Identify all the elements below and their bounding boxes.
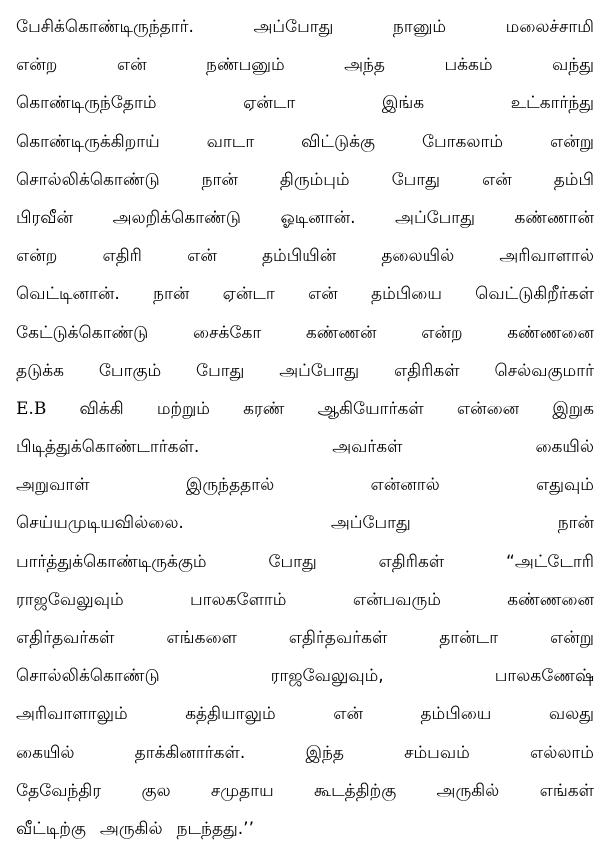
word: என்று xyxy=(549,131,594,152)
word: போகலாம் xyxy=(421,131,504,152)
word: இறுக xyxy=(552,398,594,419)
word: தலையில் xyxy=(381,246,455,267)
word: சைக்கோ xyxy=(193,322,262,343)
word: தம்பியை xyxy=(420,704,492,725)
word: வெட்டுகிறீர்கள் xyxy=(475,284,594,305)
word: இருந்ததால் xyxy=(185,475,275,496)
word: மலைச்சாமி xyxy=(505,17,594,37)
word: ஓடினான். xyxy=(280,207,356,228)
word: திரும்பும் xyxy=(279,169,350,190)
word: தாக்கினார்கள். xyxy=(134,742,246,763)
word: நானும் xyxy=(392,17,447,37)
word: என்பவரும் xyxy=(352,589,441,610)
word: கையில் xyxy=(535,437,594,458)
document-body xyxy=(16,8,594,848)
word: இங்க xyxy=(381,93,425,114)
word: கத்தியாலும் xyxy=(185,704,276,725)
text-line xyxy=(16,237,594,275)
word: சம்பவம் xyxy=(404,742,470,763)
word: E.B xyxy=(16,398,47,419)
word: செல்வகுமார் xyxy=(494,360,594,381)
word: பேசிக்கொண்டிருந்தார். xyxy=(16,17,194,37)
word: என்னை xyxy=(456,398,520,419)
word: என்ற xyxy=(16,246,58,267)
text-line xyxy=(16,734,594,772)
word: குல xyxy=(141,780,171,801)
word: அறுவாள் xyxy=(16,475,90,496)
text-line xyxy=(16,466,594,504)
word: நடந்தது.’’ xyxy=(176,818,254,839)
word: சொல்லிக்கொண்டு xyxy=(16,169,160,190)
word: என்று xyxy=(549,628,594,648)
word: கூடத்திற்கு xyxy=(314,780,397,801)
word: எதிரிகள் xyxy=(393,360,460,381)
word: ஏன்டா xyxy=(222,284,275,305)
word: அருகில் xyxy=(436,780,500,801)
word: என்னால் xyxy=(370,475,440,496)
word: அந்த xyxy=(344,55,385,76)
word: தான்டா xyxy=(439,628,499,648)
word: வெட்டினான். xyxy=(16,284,120,305)
word: கண்ணனை xyxy=(507,322,594,343)
word: பாலகளோம் xyxy=(189,589,287,610)
word: அப்போது xyxy=(253,17,334,37)
word: நான் xyxy=(557,513,594,534)
word: வலது xyxy=(548,704,594,725)
text-line xyxy=(16,161,594,199)
text-line xyxy=(16,390,594,428)
word: பக்கம் xyxy=(444,55,493,76)
word: நான் xyxy=(153,284,190,305)
word: வந்து xyxy=(552,55,594,76)
word: தம்பி xyxy=(553,169,594,190)
text-line xyxy=(16,46,594,84)
word: அரிவாளாலும் xyxy=(16,704,128,725)
word: எங்கள் xyxy=(539,780,594,801)
word: எங்களை xyxy=(166,628,237,648)
word: வீட்டிற்கு xyxy=(16,818,86,839)
word: பார்த்துக்கொண்டிருக்கும் xyxy=(16,551,207,572)
word: வாடா xyxy=(206,131,255,152)
word: கையில் xyxy=(16,742,75,763)
word: தம்பியை xyxy=(371,284,442,305)
text-line xyxy=(16,504,594,542)
text-line xyxy=(16,619,594,657)
word: அப்போது xyxy=(395,207,475,228)
word: அரிவாளால் xyxy=(499,246,594,267)
word: என்ற xyxy=(421,322,463,343)
word: எதிர்தவர்கள் xyxy=(16,628,115,648)
word: சமுதாய xyxy=(210,780,274,801)
word: இந்த xyxy=(305,742,344,763)
word: எதுவும் xyxy=(536,475,594,496)
word: மற்றும் xyxy=(156,398,210,419)
word: எல்லாம் xyxy=(529,742,594,763)
word: விக்கி xyxy=(79,398,124,419)
word: தடுக்க xyxy=(16,360,64,381)
word: கேட்டுக்கொண்டு xyxy=(16,322,149,343)
word: அப்போது xyxy=(279,360,360,381)
word: தம்பியின் xyxy=(261,246,337,267)
text-line xyxy=(16,275,594,313)
word: கொண்டிருந்தோம் xyxy=(16,93,157,114)
word: “அட்டோரி xyxy=(506,551,594,572)
word: அலறிக்கொண்டு xyxy=(112,207,241,228)
word: என் xyxy=(481,169,512,190)
word: கொண்டிருக்கிறாய் xyxy=(16,131,160,152)
word: கண்ணனை xyxy=(507,589,594,610)
word: போகும் xyxy=(98,360,162,381)
text-line xyxy=(16,84,594,122)
word: என் xyxy=(308,284,338,305)
text-line xyxy=(16,352,594,390)
word: ஆகியோர்கள் xyxy=(317,398,424,419)
word: செய்யமுடியவில்லை. xyxy=(16,513,184,534)
word: போது xyxy=(196,360,245,381)
word: உட்கார்ந்து xyxy=(510,93,594,114)
text-line xyxy=(16,810,594,848)
text-line xyxy=(16,543,594,581)
word: நண்பனும் xyxy=(206,55,285,76)
word: கண்ணான் xyxy=(514,207,594,228)
word: எதிரி xyxy=(102,246,142,267)
word: கரண் xyxy=(243,398,285,419)
word: போது xyxy=(268,551,317,572)
word: என் xyxy=(187,246,217,267)
word: பிடித்துக்கொண்டார்கள். xyxy=(16,437,200,458)
text-line xyxy=(16,428,594,466)
word: பிரவீன் xyxy=(16,207,74,228)
word: ராஜவேலுவும் xyxy=(16,589,124,610)
text-line xyxy=(16,314,594,352)
word: என் xyxy=(116,55,147,76)
word: கண்ணன் xyxy=(305,322,377,343)
word: விட்டுக்கு xyxy=(301,131,376,152)
text-line xyxy=(16,581,594,619)
word: என்ற xyxy=(16,55,58,76)
text-line xyxy=(16,8,594,46)
word: என் xyxy=(333,704,363,725)
word: தேவேந்திர xyxy=(16,780,102,801)
word: நான் xyxy=(201,169,238,190)
word: எதிர்தவர்கள் xyxy=(288,628,388,648)
text-line xyxy=(16,657,594,695)
text-line xyxy=(16,772,594,810)
word: போது xyxy=(391,169,440,190)
word: பாலகணேஷ் xyxy=(494,666,594,687)
word: அருகில் xyxy=(99,818,163,839)
word: எதிரிகள் xyxy=(378,551,445,572)
word: அவர்கள் xyxy=(332,437,403,458)
text-line xyxy=(16,123,594,161)
text-line xyxy=(16,695,594,733)
text-line xyxy=(16,199,594,237)
word: ராஜவேலுவும், xyxy=(270,666,384,687)
word: சொல்லிக்கொண்டு xyxy=(16,666,160,687)
word: அப்போது xyxy=(330,513,411,534)
word: ஏன்டா xyxy=(243,93,296,114)
